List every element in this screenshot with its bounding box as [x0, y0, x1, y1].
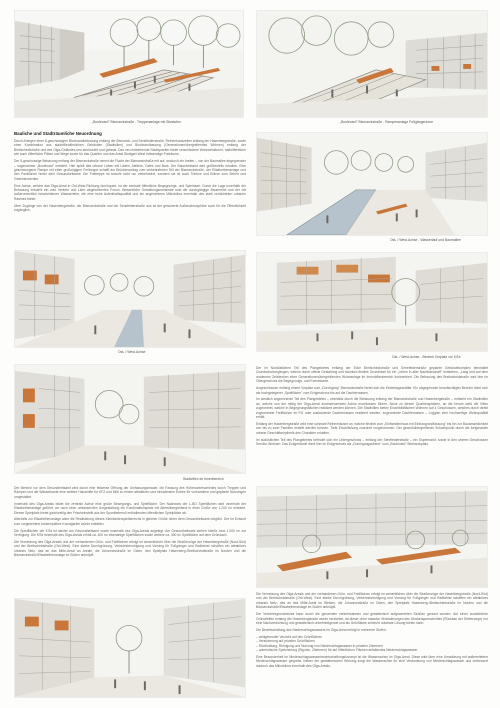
render-boulevard-stairs	[14, 10, 244, 118]
paragraph: Der Verkehrsgrundnetzes kann durch die genannten verkehrsarmen und gestalterisch aufgewerteten Straßen genutzt werden. Auf einen zusätzlichen Grünstreifen entlang der Hasenbergstraße wurde verzichtet, da dieser ohne massive Veränderungen des Straßenquerschnittes (Rückbau der Seitenwege) nur eine Nachverdichtung und gestalterisch unbefriedigende und als Grünfläche schlecht nutzbare Lösung bieten kann.	[256, 612, 488, 625]
paragraph: Die Vernetzung des Olga-Areals und der vorhandenen Grün- und Freiflächen erfolgt im wesentlichen über die Straßenzüge der Hasenbergstraße (Nord-Süd) und der Breitscheidstraße (Ost-West). Eine starke Durchgrünung, Verkehrsberuhigung und Vorrang für Fußgänger und Radfahrer schaffen ein attraktives urbanes Netz, das an das Mitte-Areal im Westen, die Johannesstraße im Osten, den Spielplatz Hasenberg-/Breitscheidstraße im Norden und die Bismarckstraße/Elisabethenanlage im Süden anknüpft.	[256, 592, 488, 610]
text-block-left-lower	[14, 486, 246, 596]
paragraph: Innerhalb des Olga-Areals bildet die zentrale Achse eine große Bewegungs- und Spielfläche. Der Nachweis der L-BO Spielflächen wird innerhalb der Elisabethenanlage geführt, wo noch einer umfassenden Umgestaltung ein Kombinationsplatz mit Altersübergreifend in einer Größe von 1.200 m² entsteht. Diesen Spielplatz bietet gleichzeitig den Frischeinstellt aus der Spuntbeterroll enthaltenden öffentlichen Spielplätze ab.	[14, 501, 246, 515]
render-boulevard-ramp	[256, 10, 488, 118]
caption-stadtvillen: Stadtvillen im Innenbereich	[183, 477, 224, 481]
paragraph: Über Zugänge von der Hasenbergstraße, der Bismarckstraße und der Senefelderstraße aus ist der gesicherte Außenatmosphäre auch für die Öffentlichkeit zugänglich.	[14, 203, 246, 213]
caption-east-west-water: Ost- / West-Achse - Wasserlauf und Baumallee	[390, 238, 461, 242]
render-east-west-water	[256, 132, 488, 236]
render-kita-plaza	[256, 252, 488, 352]
render-plaza-planting	[256, 486, 488, 588]
text-block-right-middle	[256, 366, 488, 482]
text-block-right-lower	[256, 592, 488, 702]
paragraph: Eine Achse, welche das Olga-Areal in Ost-West-Richtung durchquert, ist der zentrale öffentliche Begegnungs- und Spielraum. Durch die Lage innerhalb der Bebauung entsteht ein vom Verkehr und Lärm abgeschirmtes Forum. Wesentliche Gestaltungsmerkmale sind die durchgängige Baumreihe und der mit außerordentlich bescheidenen Wasserreihe, die eine hohe Aufenthaltsqualität und ein angenehmes Mikroklima innerhalb des stark verdichteten urbanen Raumes bietet.	[14, 183, 246, 201]
paragraph: Der Bereich vor dem Gesundheitsamt wird durch eine teilweise Öffnung der Umfassungsmauer, die Fassung des Höhenunterschiedes durch Treppen und Rampen und die Wasserkante eine weitere Hausmitte für KFZ und Müll zu einem attraktiven und einladenden Entree für vorhandene und geplante Nutzungen umgestaltet.	[14, 486, 246, 499]
paragraph: Die Bewirtschaftung des Niederschlagswassers im Olga-Areal erfolgt in mehreren Stufen:	[256, 627, 387, 632]
paragraph: Die Vernetzung des Olga-Areals und der vorhandenen Grün- und Freiflächen erfolgt im wesentlichen über die Straßenzüge der Hasenbergstraße (Nord-Süd) und der Breitscheidstraße (Ost-West). Eine starke Durchgrünung, Verkehrsberuhigung und Vorrang für Fußgänger und Radfahrer schaffen ein attraktives urbanes Netz, das an das Mitte-Areal an Areale, die Johannesstraße im Osten, den Spielplatz Hasenberg-/Breitscheidstraße im Norden und die Bismarckstraße/Elisabethenanlage im Süden anknüpft.	[14, 540, 246, 558]
paragraph: Eine Besonderheit im Niederschlagswasserbewirtschaftungskonzept ist die Wasserachse im Olga-Areal. Diese wird über eine Umwälzung mit aufbereitetem Niederschlagswasser gespeist. Neben der gestalterischen Wirkung sorgt die Wasserachse für eine Verdunstung von Niederschlagswasser und verbessert dadurch das Mikroklima innerhalb des Olga-Areals.	[256, 654, 488, 668]
paragraph: Im südöstlichen Teil des Plangebietes befindet sich ein Untergeschoss – entlang der Senefelderstraße – ein Supermarkt, sowie in den oberen Geschossen Service-Wohnen. Das Eckgebäude dient hier im Erdgeschoss als „Durchgangsebene" zum „Boulevard" Bismarckplatz.	[256, 437, 488, 447]
caption-kita-plaza: Ost- / West-Achse - Bereich Vorplatz vor KiTa	[392, 355, 461, 359]
caption-top-left: „Boulevard" Bismarckstraße - Treppenanlage mit Sitzstufen	[92, 120, 182, 124]
paragraph: Angeschlossen entlang einem Vorplatz zum „Durchgang" Bismarckstraße bietet sich die Kindertagesstätte. Ein abgegrenzter beaufsichtigter Bereich dient sich als hochgelegener „Spielfläche" vom Erdgeschoss bis auf die Dachterrassen.	[256, 386, 488, 395]
render-east-west-courtyard	[14, 250, 246, 348]
section-heading: Bauliche und Stadträumliche Neuordnung	[14, 131, 102, 136]
paragraph: Der im Nordöstlichen Teil des Plangebietes entlang der Ecke Breitscheidstraße und Senefelderstraße geplante Gebäudekomplex beinhaltet Grundschulvorgängen, welche durch offene Gestaltung und räumlich flexible Grundrisse für ein „Leben in aller Nachbarschaft" entstehen. „Lang und auf dem modernen Zeitdenken einer Generationenübergreifenden Wohnanlage im Immobilienbereich konzentriert. Die Bebauung des Breitscheidstraße wird hier im Obergeschoss die Begegnungs- und Eventräume.	[256, 366, 488, 384]
render-narrow-street	[14, 598, 246, 698]
paragraph: Im westlich angrenzende Teil des Plangebietes – ebenfalls durch die Bebauung entlang der Bismarckstraße und Hasenbergstraße – entsteht ein Stadtvillen an, welche von der mittig der Olga-Areal durchsteuernden Achse erschlossen führen. Neue zu diesen Quartiersplätzen, an die herum weiß die Villen zugeordnet, welche in Begegnungsflächen realisiert werden können. Die Stadtvillen bieten Einzelbildflächen Wohnen auf 4 Geschossen, welches durch direkt zugeordnete Freiflächen im EG oder ausbauende Dachterrassen realisiert werden, zugeordnete Dachterrassen – Loggien eine hochwertige Wohnqualität erhält.	[256, 397, 488, 420]
render-stadtvillen	[14, 364, 246, 474]
paragraph: Entlang der Hasenbergstraße wird eine schmale Reihenhäuser an, welche flexibel zum „Einfamilienhaus mit Einbaugrundfassung" bis hin zur Bauamamlichkeit von bis zu zwei Familien erstellt werden können. Tiefe Erschließung zuordnet vorgenommen. Der gewerkübergreifende Schwerpunkt durch die fortgesetzte urbane Geschäftsrhythmik des Charakter erhalten.	[256, 421, 488, 435]
paragraph: – weitgehender Verzicht auf den Grünflächen – Versickerung auf privaten Grünflächen – Rückhaltung, Reinigung und Nutzung von Niederschlagswasser in privaten Zisternen – unterirdische Speicherung (Rigolen, Zisternen) für auf öffentlichen Flächen anfallendes Niederschlagswasser	[256, 634, 418, 652]
paragraph: Durch Anlegen einer 5-geschossigen Blockrandbebauung entlang der Bismarck- und Senefelderstraße, Reihenhauszeilen entlang der Hasenbergstraße, sowie einer Kombination aus stadtvillenähnlichen Gebäuden (Stadtvillen) und Blockrandbauung (Generationenübergreifendes Wohnen) entlang der Breitscheidstraße und des Olga-Geländes neu strukturiert und gefasst. Das neu entstehende Stadtquartier bietet verschiedene Wohnstrukturen, halböffentliche wie auch öffentliche Plätze und Wege sowie für das Quartier und das Areal Stuttgart-West notwendige Freiräume.	[14, 139, 246, 157]
paragraph: Der 5-geschossige Bebauung entlang der Bismarckstraße nimmt die Flucht der Bismarckstraße mit auf, wodurch ein breiter – von der Baumallee abgegrenzter – sogenannter „Boulevard" entsteht. Hier spielt das urbane Leben mit Läden, Ateliers, Cafés und Bars. Der Baumbestand wird größtenteils erhalten. Eine geschwungene Rampe mit einer großzügigen Freitreppe schafft am Brückenschlag zum verkehrsfreien Teil der Bismarckstraße, der Elisabethenanlage und den Pavillionen hinter dem Gesundheitsamt. Die Freitreppe ist sowohl nicht nur verkehrsfrei, sondern sie ist auch Tribüne und Bühne zum Sehen und Gesehenwerden.	[14, 159, 246, 181]
caption-top-right: „Boulevard" Bismarckstraße - Rampenanlage Fußgängerzone	[340, 120, 433, 124]
caption-east-west: Ost- / West-Achse	[118, 350, 146, 354]
paragraph: Die Spielflächen der KiTa ist wieder am Gesundheitsamt sowie innerhalb des Olga-Areals angelegt. Am Gesundheitsamt stehen hierfür rund 1.000 m² zur Verfügung. Die KiTa innerhalb des Olga-Areals erhält ca. 400 m² eisenartige Spielflächen sowie weitere ca. 400 m² Spielfläche auf dem Gründach.	[14, 528, 246, 538]
paragraph: Allenfalls zur Elisabethenanlage wäre die Realisierung dieses Kleinkinderspielbereichs in gleicher Größe hinter dem Gesundheitsamt möglich. Der im Entwurf zum vorgesehene kontemplative Kunstgarten würde entfallen.	[14, 517, 246, 526]
